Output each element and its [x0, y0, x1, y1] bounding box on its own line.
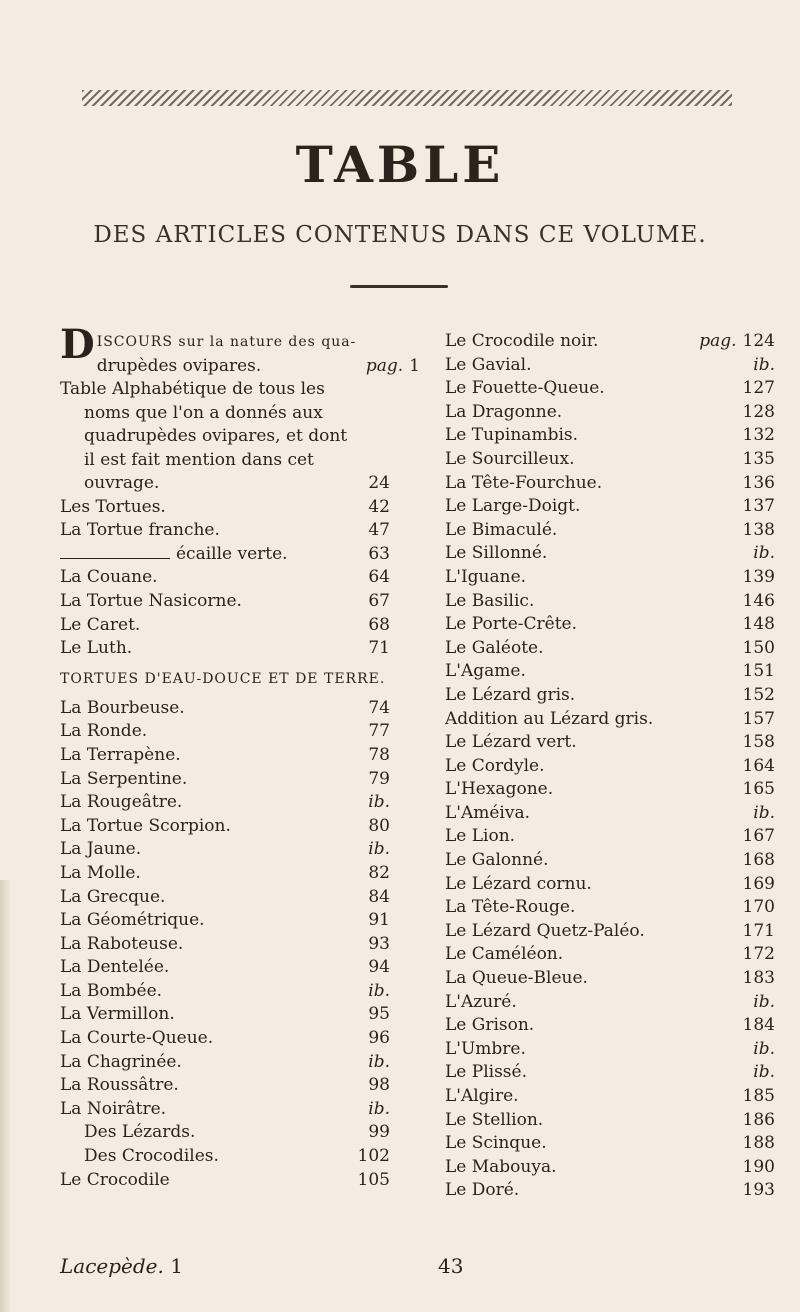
toc-entry-page: 186 — [742, 1109, 775, 1130]
toc-entry-name: L'Améiva. — [445, 802, 530, 823]
toc-entry-page: 80 — [368, 815, 390, 836]
toc-entry — [60, 697, 420, 721]
signature-mark: 43 — [438, 1254, 464, 1278]
toc-entry-page: ib. — [368, 839, 390, 860]
left-column — [60, 321, 420, 1192]
toc-entry-name: La Couane. — [60, 567, 158, 588]
toc-entry-page: 74 — [368, 697, 390, 718]
toc-entry-name: Le Lézard vert. — [445, 732, 577, 753]
toc-entry — [445, 354, 775, 378]
toc-entry-name: Le Caméléon. — [445, 944, 564, 965]
toc-entry-name: La Jaune. — [60, 839, 142, 860]
toc-entry — [60, 1098, 420, 1122]
toc-entry-name: Le Galonné. — [445, 850, 549, 871]
toc-entry-name: Le Caret. — [60, 614, 141, 635]
toc-entry — [445, 943, 775, 967]
toc-entry-name: L'Algire. — [445, 1086, 519, 1106]
toc-entry-name: Le Mabouya. — [445, 1156, 557, 1177]
toc-entry-page: 167 — [742, 826, 775, 847]
toc-entry-name: Le Lion. — [445, 826, 516, 847]
toc-entry — [445, 1156, 775, 1180]
toc-entry-name: Le Cordyle. — [445, 755, 545, 776]
page-footer — [60, 1254, 760, 1278]
toc-entry-page: 170 — [742, 897, 775, 918]
toc-entry-name: Le Sillonné. — [445, 543, 548, 564]
toc-entry-name: La Bombée. — [60, 980, 163, 1001]
toc-entry-name: L'Umbre. — [445, 1038, 526, 1059]
toc-entry-page: ib. — [753, 1038, 775, 1059]
toc-entry-page: 82 — [368, 862, 390, 883]
toc-entry-page: 146 — [742, 590, 775, 611]
toc-entry-page: 168 — [742, 850, 775, 871]
intro-line-3: Table Alphabétique de tous les — [60, 379, 325, 400]
dropcap: D — [60, 321, 95, 368]
toc-entry — [445, 424, 775, 448]
toc-entry-name: Le Doré. — [445, 1180, 520, 1201]
toc-entry-name: Le Lézard cornu. — [445, 873, 592, 894]
toc-entry — [445, 1132, 775, 1156]
toc-entry-page: 67 — [368, 590, 390, 611]
toc-entry-page: 93 — [368, 933, 390, 954]
toc-entry-page: 42 — [368, 496, 390, 517]
toc-entry — [445, 1061, 775, 1085]
toc-entry-page: 95 — [368, 1004, 390, 1025]
toc-entry — [60, 956, 420, 980]
toc-entry-name: Le Lézard Quetz-Paléo. — [445, 920, 645, 941]
page-edge-shadow — [0, 880, 10, 1312]
toc-entry-name: Addition au Lézard gris. — [445, 708, 654, 729]
toc-entry-name: La Serpentine. — [60, 768, 188, 789]
toc-entry-page: 132 — [742, 425, 775, 446]
toc-entry — [60, 1074, 420, 1098]
toc-entry — [445, 1109, 775, 1133]
toc-entry-page: 98 — [368, 1075, 390, 1096]
left-list-sea-turtles — [60, 496, 420, 661]
toc-entry-page: 102 — [357, 1146, 390, 1167]
toc-entry — [60, 768, 420, 792]
toc-entry-name: Des Lézards. — [84, 1122, 196, 1143]
toc-entry — [445, 731, 775, 755]
toc-entry-name: Le Porte-Crête. — [445, 614, 577, 635]
toc-entry — [60, 909, 420, 933]
toc-entry-name: La Tortue Nasicorne. — [60, 590, 242, 611]
toc-entry-page: 91 — [368, 910, 390, 931]
toc-entry-page: 96 — [368, 1028, 390, 1049]
toc-entry: Le Crocodile noir. pag. 124 — [445, 331, 775, 351]
toc-entry-page: 94 — [368, 957, 390, 978]
intro-line-2: drupèdes ovipares. pag. 1 — [96, 355, 420, 376]
toc-entry-name: La Tête-Fourchue. — [445, 472, 603, 493]
toc-entry-name: La Dentelée. — [60, 957, 170, 978]
toc-entry-page: 165 — [742, 779, 775, 800]
toc-entry-page: 128 — [742, 401, 775, 422]
toc-entry — [445, 542, 775, 566]
toc-entry — [60, 980, 420, 1004]
toc-entry — [445, 778, 775, 802]
toc-entry — [60, 815, 420, 839]
toc-entry-page: 190 — [742, 1156, 775, 1177]
toc-entry-page: 139 — [742, 566, 775, 587]
toc-entry-name: Le Plissé. — [445, 1062, 527, 1083]
toc-entry — [445, 1038, 775, 1062]
toc-entry-page: ib. — [368, 980, 390, 1001]
toc-entry-page: ib. — [368, 792, 390, 813]
toc-entry-name: La Tortue Scorpion. — [60, 815, 231, 836]
toc-entry — [60, 519, 420, 543]
intro-entry — [60, 321, 420, 472]
toc-entry-page: 78 — [368, 744, 390, 765]
toc-entry — [445, 613, 775, 637]
toc-entry-name: Des Crocodiles. — [84, 1146, 219, 1167]
toc-entry-name: La Géométrique. — [60, 910, 205, 931]
toc-entry-page: ib. — [753, 354, 775, 375]
toc-entry — [445, 896, 775, 920]
toc-entry-page: 193 — [742, 1180, 775, 1201]
toc-entry — [60, 496, 420, 520]
toc-entry-name: La Terrapène. — [60, 744, 181, 765]
toc-entry-name: La Rougeâtre. — [60, 792, 183, 813]
toc-entry-name: L'Iguane. — [445, 566, 527, 587]
toc-entry — [445, 825, 775, 849]
toc-entry — [60, 543, 420, 567]
toc-entry-name: Le Gavial. — [445, 354, 532, 375]
toc-entry-page: 169 — [742, 873, 775, 894]
toc-entry — [445, 802, 775, 826]
ditto-dash — [60, 558, 170, 559]
toc-entry-page: 188 — [742, 1133, 775, 1154]
intro-line-1: ISCOURS sur la nature des qua- — [96, 334, 357, 350]
toc-entry — [60, 637, 420, 661]
toc-entry — [445, 1014, 775, 1038]
toc-entry-name: Le Fouette-Queue. — [445, 378, 605, 399]
toc-entry-page: 158 — [742, 732, 775, 753]
toc-entry — [445, 1085, 775, 1109]
toc-entry-name: Le Luth. — [60, 638, 133, 659]
toc-entry-page: 136 — [742, 472, 775, 493]
toc-entry-name: La Queue-Bleue. — [445, 968, 588, 989]
toc-entry-page: 99 — [368, 1122, 390, 1143]
toc-entry-page: 184 — [742, 1015, 775, 1036]
toc-entry — [60, 791, 420, 815]
toc-entry-page: ib. — [368, 1051, 390, 1072]
toc-entry — [445, 849, 775, 873]
toc-entry-name: La Grecque. — [60, 886, 166, 907]
toc-entry-page: ib. — [753, 543, 775, 564]
toc-entry — [445, 566, 775, 590]
intro-line-4: noms que l'on a donnés aux — [84, 402, 323, 423]
toc-entry-page: 68 — [368, 614, 390, 635]
toc-entry — [60, 720, 420, 744]
toc-entry-page: 172 — [742, 944, 775, 965]
toc-entry-name: La Roussâtre. — [60, 1075, 179, 1096]
toc-entry-name: Le Scinque. — [445, 1133, 547, 1154]
toc-entry — [445, 495, 775, 519]
toc-entry — [445, 991, 775, 1015]
toc-entry-name: La Molle. — [60, 862, 141, 883]
toc-entry — [60, 1169, 420, 1193]
toc-entry-name: Le Bimaculé. — [445, 519, 558, 540]
toc-entry-name: Le Lézard gris. — [445, 684, 576, 705]
intro-line-5: quadrupèdes ovipares, et dont — [84, 426, 348, 447]
toc-entry-page: ib. — [753, 802, 775, 823]
toc-entry — [60, 1003, 420, 1027]
page-subtitle: DES ARTICLES CONTENUS DANS CE VOLUME. — [93, 222, 707, 248]
toc-entry-name: Le Large-Doigt. — [445, 496, 581, 517]
toc-entry-name: écaille verte. — [176, 543, 288, 564]
toc-entry — [60, 566, 420, 590]
toc-entry — [445, 660, 775, 684]
toc-entry — [445, 448, 775, 472]
section-heading: TORTUES D'EAU-DOUCE ET DE TERRE. — [60, 670, 386, 687]
toc-entry-name: Le Sourcilleux. — [445, 448, 575, 469]
toc-entry-page: 164 — [742, 755, 775, 776]
toc-entry-name: Le Grison. — [445, 1015, 535, 1036]
toc-entry-page: 64 — [368, 567, 390, 588]
toc-entry-page: 79 — [368, 768, 390, 789]
toc-entry-page: 138 — [742, 519, 775, 540]
toc-entry-name: La Courte-Queue. — [60, 1028, 214, 1049]
toc-entry-name: La Dragonne. — [445, 401, 563, 422]
toc-entry-name: Le Tupinambis. — [445, 425, 579, 446]
toc-entry — [445, 873, 775, 897]
toc-entry — [60, 886, 420, 910]
toc-entry-name: Le Basilic. — [445, 590, 535, 611]
toc-entry — [60, 1145, 420, 1169]
toc-entry-page: 137 — [742, 496, 775, 517]
toc-entry — [445, 401, 775, 425]
toc-entry-name: Le Stellion. — [445, 1109, 544, 1130]
toc-entry-name: La Ronde. — [60, 721, 148, 742]
toc-entry-page: ib. — [753, 1062, 775, 1083]
toc-entry-page: 148 — [742, 614, 775, 635]
toc-entry — [60, 862, 420, 886]
header-ornament — [82, 90, 732, 106]
volume-number: 1 — [170, 1254, 183, 1278]
toc-entry — [445, 708, 775, 732]
toc-entry-page: 171 — [742, 920, 775, 941]
toc-entry — [445, 637, 775, 661]
toc-entry-name: L'Azuré. — [445, 991, 517, 1012]
toc-entry-page: ib. — [753, 991, 775, 1012]
toc-entry-page: 105 — [357, 1169, 390, 1190]
intro-line-7: ouvrage. 24 — [84, 473, 390, 493]
toc-entry-name: La Chagrinée. — [60, 1051, 182, 1072]
toc-entry-page: 152 — [742, 684, 775, 705]
toc-entry-page: 84 — [368, 886, 390, 907]
toc-entry-name: Le Galéote. — [445, 637, 544, 658]
toc-entry-name: L'Hexagone. — [445, 779, 554, 800]
toc-entry-name: La Tête-Rouge. — [445, 897, 576, 918]
toc-entry — [445, 755, 775, 779]
toc-entry — [60, 1051, 420, 1075]
toc-entry — [60, 744, 420, 768]
toc-entry-name: La Bourbeuse. — [60, 697, 185, 718]
toc-entry — [445, 920, 775, 944]
toc-entry-page: ib. — [368, 1098, 390, 1119]
toc-entry — [445, 590, 775, 614]
toc-entry-name: La Raboteuse. — [60, 933, 184, 954]
toc-entry — [60, 590, 420, 614]
toc-entry — [445, 1179, 775, 1203]
toc-entry — [60, 933, 420, 957]
toc-entry — [445, 519, 775, 543]
toc-entry-page: 77 — [368, 721, 390, 742]
toc-entry-name: La Noirâtre. — [60, 1098, 167, 1119]
toc-entry — [445, 377, 775, 401]
toc-entry — [60, 1027, 420, 1051]
page-title: TABLE — [295, 135, 505, 194]
toc-entry-page: 150 — [742, 637, 775, 658]
intro-line-6: il est fait mention dans cet — [84, 449, 314, 470]
toc-entry-page: 47 — [368, 520, 390, 541]
toc-entry-page: 151 — [742, 661, 775, 682]
toc-entry-name: L'Agame. — [445, 661, 526, 682]
toc-entry-page: 127 — [742, 378, 775, 399]
toc-entry-page: 71 — [368, 638, 390, 659]
toc-entry — [60, 838, 420, 862]
toc-entry-page: 135 — [742, 448, 775, 469]
toc-entry-page: 63 — [368, 543, 390, 564]
right-list — [445, 354, 775, 1203]
toc-entry-name: La Vermillon. — [60, 1004, 175, 1025]
left-list-land-turtles — [60, 697, 420, 1192]
right-column — [445, 330, 775, 1203]
toc-entry-page: 183 — [742, 968, 775, 989]
toc-entry-page: 185 — [742, 1086, 775, 1106]
author-signature: Lacepède. — [60, 1254, 164, 1278]
toc-entry — [60, 1121, 420, 1145]
toc-entry — [60, 614, 420, 638]
toc-entry-page: 157 — [742, 708, 775, 729]
toc-entry — [445, 472, 775, 496]
title-rule — [350, 285, 448, 288]
toc-entry — [445, 684, 775, 708]
toc-entry-name: Les Tortues. — [60, 496, 166, 517]
toc-entry — [445, 967, 775, 991]
toc-entry-name: La Tortue franche. — [60, 520, 220, 541]
toc-entry-name: Le Crocodile — [60, 1169, 170, 1190]
